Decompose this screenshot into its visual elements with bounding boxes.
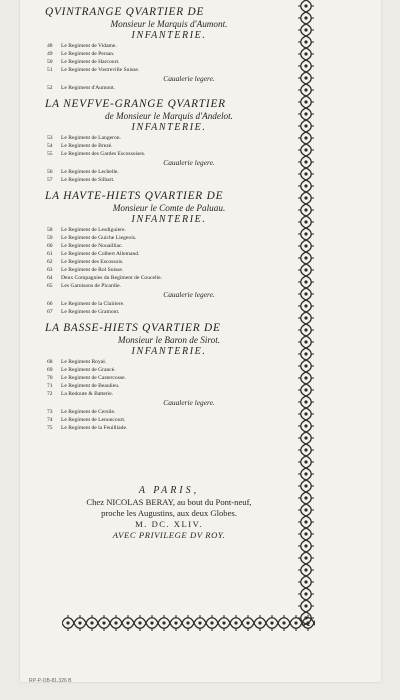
cavalry-heading: Caualerie legere. (163, 74, 215, 83)
imprint (45, 484, 293, 541)
regiment-name: Le Regiment de Gramont. (61, 309, 120, 315)
regiment-number: 62 (47, 259, 53, 265)
regiment-name: Le Regiment de Brezé. (61, 143, 113, 149)
regiment-name: Le Regiment Royal. (61, 359, 107, 365)
regiment-row (45, 250, 293, 258)
quarter-commander: Monsieur le Baron de Sirot. (117, 335, 221, 345)
infantry-heading: INFANTERIE. (131, 346, 207, 357)
cavalry-heading: Caualerie legere. (163, 290, 215, 299)
regiment-row (45, 150, 293, 158)
regiment-number: 53 (47, 135, 53, 141)
regiment-number: 63 (47, 267, 53, 273)
imprint-publisher: Chez NICOLAS BERAY, au bout du Pont-neuf, (86, 497, 252, 507)
quarter-section (45, 6, 293, 92)
infantry-heading: INFANTERIE. (131, 214, 207, 225)
regiment-row (45, 50, 293, 58)
regiment-row (45, 242, 293, 250)
regiment-name: Le Regiment de Silhart. (61, 177, 115, 183)
regiment-row (45, 168, 293, 176)
regiment-name: Le Regiment de Colbert Allemand. (61, 251, 140, 257)
regiment-number: 74 (47, 417, 53, 423)
regiment-number: 69 (47, 367, 53, 373)
quarter-title: LA BASSE-HIETS QVARTIER DE (45, 322, 221, 334)
quarter-section (45, 190, 293, 316)
regiment-name: Le Regiment de Rol Suisse. (61, 267, 124, 273)
regiment-number: 60 (47, 243, 53, 249)
regiment-number: 54 (47, 143, 53, 149)
quarter-title: QVINTRANGE QVARTIER DE (45, 6, 205, 18)
regiment-name: Les Garnisons de Picardie. (61, 283, 121, 289)
quarter-commander: Monsieur le Marquis d'Aumont. (110, 19, 228, 29)
regiment-row (45, 42, 293, 50)
regiment-name: Le Regiment de Lesdiguiere. (61, 227, 126, 233)
regiment-name: La Redoute & Batterie. (61, 391, 114, 397)
regiment-name: Le Regiment de Cersile. (61, 409, 116, 415)
regiment-number: 65 (47, 283, 53, 289)
print-sheet (20, 0, 381, 682)
quarter-title: LA HAVTE-HIETS QVARTIER DE (45, 190, 224, 202)
imprint-privilege: AVEC PRIVILEGE DV ROY. (112, 530, 226, 540)
regiment-number: 56 (47, 169, 53, 175)
regiment-name: Le Regiment de Vostreville Suisse. (61, 67, 140, 73)
cavalry-heading: Caualerie legere. (163, 158, 215, 167)
regiment-row (45, 424, 293, 432)
regiment-name: Le Regiment de Persan. (61, 51, 115, 57)
regiment-row (45, 176, 293, 184)
regiment-row (45, 382, 293, 390)
regiment-name: Le Regiment de Castercosse. (61, 375, 126, 381)
quarter-section (45, 322, 293, 432)
infantry-heading: INFANTERIE. (131, 30, 207, 41)
regiment-name: Le Regiment de Langeron. (61, 135, 121, 141)
regiment-name: Le Regiment de Grancé. (61, 367, 116, 373)
regiment-number: 51 (47, 67, 53, 73)
regiment-row (45, 58, 293, 66)
cavalry-heading: Caualerie legere. (163, 398, 215, 407)
quarter-commander: de Monsieur le Marquis d'Andelot. (105, 111, 233, 121)
regiment-number: 67 (47, 309, 53, 315)
quarter-title: LA NEVFVE-GRANGE QVARTIER (45, 98, 226, 110)
regiment-number: 52 (47, 85, 53, 91)
regiment-row (45, 66, 293, 74)
regiment-name: Le Regiment de Lechelle. (61, 169, 119, 175)
regiment-number: 70 (47, 375, 53, 381)
regiment-name: Le Regiment de Guiche Liegeois. (61, 235, 137, 241)
imprint-city: A PARIS, (138, 485, 200, 496)
regiment-row (45, 134, 293, 142)
inventory-number: RP-P-OB-81.326 B (29, 678, 72, 684)
regiment-row (45, 274, 293, 282)
regiment-name: Le Regiment de la Clairiere. (61, 301, 125, 307)
regiment-name: Le Regiment de Beaulieu. (61, 383, 120, 389)
regiment-name: Le Regiment de Nouailliac. (61, 243, 123, 249)
regiment-row (45, 374, 293, 382)
corner-mark (384, 676, 394, 688)
regiment-number: 71 (47, 383, 53, 389)
regiment-name: Le Regiment des Escossois. (61, 259, 124, 265)
regiment-name: Le Regiment des Gardes Escossoises. (61, 151, 146, 157)
regiment-number: 57 (47, 177, 53, 183)
imprint-year: M. DC. XLIV. (135, 519, 203, 529)
regiment-row (45, 358, 293, 366)
regiment-name: Deux Compagnies du Regiment de Coucelle. (61, 275, 162, 281)
regiment-row (45, 226, 293, 234)
infantry-heading: INFANTERIE. (131, 122, 207, 133)
regiment-row (45, 300, 293, 308)
regiment-row (45, 234, 293, 242)
quarter-section (45, 98, 293, 184)
regiment-name: Le Regiment de Harcourt. (61, 59, 120, 65)
regiment-number: 55 (47, 151, 53, 157)
regiment-row (45, 408, 293, 416)
regiment-name: Le Regiment de Lenoncourt. (61, 417, 126, 423)
regiment-number: 75 (47, 425, 53, 431)
regiment-number: 49 (47, 51, 53, 57)
regiment-number: 48 (47, 43, 53, 49)
regiment-row (45, 266, 293, 274)
regiment-number: 66 (47, 301, 53, 307)
regiment-number: 61 (47, 251, 53, 257)
regiment-row (45, 282, 293, 290)
regiment-name: Le Regiment de la Feuilliade. (61, 425, 128, 431)
regiment-row (45, 84, 293, 92)
regiment-row (45, 416, 293, 424)
regiment-row (45, 366, 293, 374)
horizontal-ornamental-border (62, 614, 315, 632)
regiment-number: 64 (47, 275, 53, 281)
quarters-list (45, 0, 293, 432)
vertical-ornamental-border (297, 0, 315, 626)
regiment-number: 73 (47, 409, 53, 415)
regiment-row (45, 258, 293, 266)
regiment-row (45, 308, 293, 316)
regiment-number: 59 (47, 235, 53, 241)
regiment-number: 58 (47, 227, 53, 233)
regiment-row (45, 390, 293, 398)
regiment-number: 68 (47, 359, 53, 365)
regiment-number: 72 (47, 391, 53, 397)
regiment-name: Le Regiment de Vidame. (61, 43, 117, 49)
imprint-address: proche les Augustins, aux deux Globes. (101, 508, 237, 518)
regiment-name: Le Regiment d'Aumont. (61, 85, 115, 91)
regiment-row (45, 142, 293, 150)
quarter-commander: Monsieur le Comte de Paluau. (112, 203, 226, 213)
regiment-number: 50 (47, 59, 53, 65)
